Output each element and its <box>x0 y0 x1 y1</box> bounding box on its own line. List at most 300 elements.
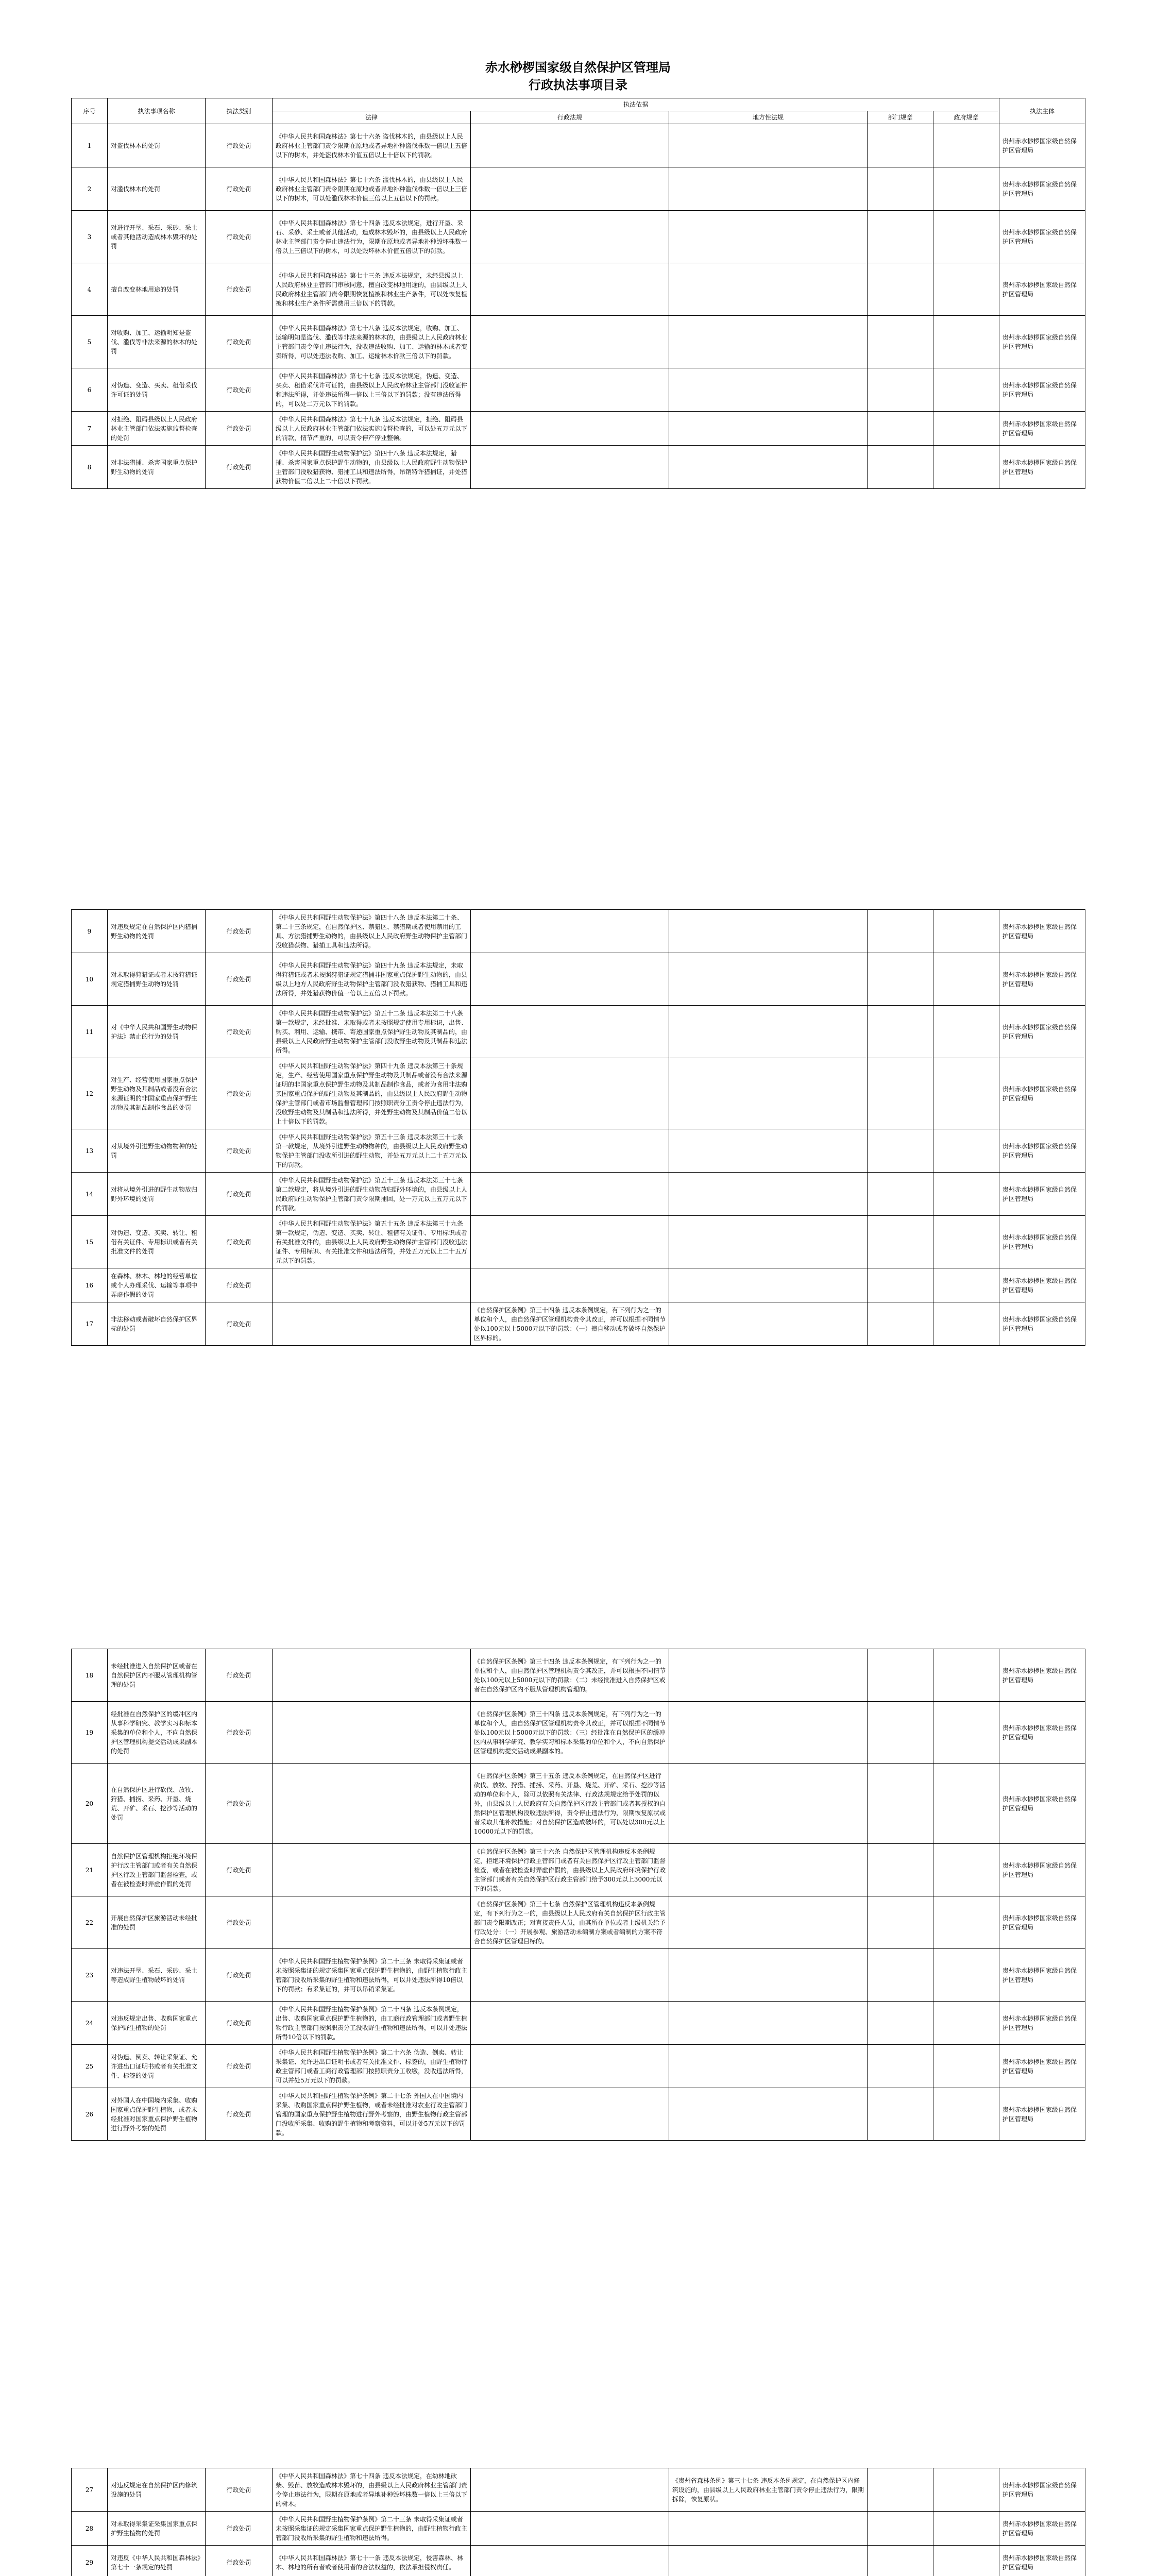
row-subject: 贵州赤水桫椤国家级自然保护区管理局 <box>999 1216 1085 1268</box>
row-number: 29 <box>72 2546 108 2576</box>
row-basis-gov-rule <box>933 1058 999 1129</box>
row-basis-local-reg <box>669 2002 868 2045</box>
row-number: 27 <box>72 2468 108 2512</box>
row-basis-admin-reg <box>471 316 669 368</box>
row-basis-dept-rule <box>868 1702 933 1764</box>
row-subject: 贵州赤水桫椤国家级自然保护区管理局 <box>999 167 1085 211</box>
row-subject: 贵州赤水桫椤国家级自然保护区管理局 <box>999 1702 1085 1764</box>
table-row <box>72 1129 1085 1173</box>
document-subtitle: 行政执法事项目录 <box>529 77 627 92</box>
row-basis-law: 《中华人民共和国野生动物保护法》第四十八条 违反本法规定，猎捕、杀害国家重点保护野生动物的，由县级以上人民政府野生动物保护主管部门没收猎获物、猎捕工具和违法所得，吊销特许猎捕证，并处猎获物价值二倍以上二十倍以下罚款。 <box>273 446 471 489</box>
row-number: 24 <box>72 2002 108 2045</box>
row-category: 行政处罚 <box>206 1896 273 1949</box>
row-basis-admin-reg <box>471 2512 669 2546</box>
row-basis-dept-rule <box>868 1302 933 1346</box>
table-row <box>72 1764 1085 1844</box>
row-basis-law <box>273 1764 471 1844</box>
row-subject: 贵州赤水桫椤国家级自然保护区管理局 <box>999 412 1085 446</box>
row-basis-local-reg <box>669 2512 868 2546</box>
row-basis-law: 《中华人民共和国森林法》第七十六条 滥伐林木的，由县级以上人民政府林业主管部门责令限期在原地或者异地补种滥伐株数一倍以上三倍以下的树木，可以处滥伐林木价值三倍以上五倍以下的罚款。 <box>273 167 471 211</box>
row-basis-law: 《中华人民共和国野生动物保护法》第五十三条 违反本法第三十七条第一款规定，从境外引进野生动物物种的，由县级以上人民政府野生动物保护主管部门没收所引进的野生动物，并处五万元以上二十五万元以下的罚款。 <box>273 1129 471 1173</box>
row-basis-gov-rule <box>933 263 999 316</box>
row-number: 18 <box>72 1649 108 1702</box>
row-basis-law: 《中华人民共和国森林法》第七十四条 违反本法规定，进行开垦、采石、采砂、采土或者其他活动，造成林木毁坏的，由县级以上人民政府林业主管部门责令停止违法行为，限期在原地或者异地补种毁坏株数一倍以上三倍以下的树木，可以处毁坏林木价值五倍以下的罚款。 <box>273 211 471 263</box>
row-subject: 贵州赤水桫椤国家级自然保护区管理局 <box>999 2468 1085 2512</box>
row-number: 15 <box>72 1216 108 1268</box>
row-basis-dept-rule <box>868 1949 933 2002</box>
row-basis-admin-reg <box>471 910 669 953</box>
table-row <box>72 2468 1085 2512</box>
row-basis-local-reg <box>669 1764 868 1844</box>
row-number: 13 <box>72 1129 108 1173</box>
row-category: 行政处罚 <box>206 910 273 953</box>
row-item-name: 对伪造、变造、买卖、租借采伐许可证的处罚 <box>108 368 206 412</box>
row-basis-dept-rule <box>868 1129 933 1173</box>
table-row <box>72 1302 1085 1346</box>
row-basis-law <box>273 1844 471 1896</box>
row-basis-admin-reg: 《自然保护区条例》第三十七条 自然保护区管理机构违反本条例规定，有下列行为之一的，由县级以上人民政府有关自然保护区行政主管部门责令限期改正；对直接责任人员，由其所在单位或者上级机关给予行政处分：（一）开展参观、旅游活动未编制方案或者编制的方案不符合自然保护区管理目标的。 <box>471 1896 669 1949</box>
row-basis-dept-rule <box>868 1268 933 1302</box>
row-basis-gov-rule <box>933 211 999 263</box>
row-item-name: 对《中华人民共和国野生动物保护法》禁止的行为的处罚 <box>108 1006 206 1058</box>
row-basis-local-reg <box>669 2546 868 2576</box>
table-row <box>72 2002 1085 2045</box>
row-basis-admin-reg <box>471 953 669 1006</box>
row-basis-admin-reg <box>471 368 669 412</box>
row-category: 行政处罚 <box>206 2088 273 2141</box>
row-basis-admin-reg: 《自然保护区条例》第三十四条 违反本条例规定，有下列行为之一的单位和个人，由自然保护区管理机构责令其改正，并可以根据不同情节处以100元以上5000元以下的罚款：（一）擅自移动或者破坏自然保护区界标的。 <box>471 1302 669 1346</box>
row-category: 行政处罚 <box>206 2002 273 2045</box>
table-row <box>72 1896 1085 1949</box>
row-item-name: 对从境外引进野生动物物种的处罚 <box>108 1129 206 1173</box>
row-basis-local-reg <box>669 1949 868 2002</box>
row-basis-local-reg <box>669 2045 868 2088</box>
row-basis-law <box>273 1896 471 1949</box>
row-basis-local-reg <box>669 1844 868 1896</box>
row-item-name: 在自然保护区进行砍伐、放牧、狩猎、捕捞、采药、开垦、烧荒、开矿、采石、挖沙等活动的处罚 <box>108 1764 206 1844</box>
table-row <box>72 1173 1085 1216</box>
row-basis-admin-reg <box>471 2002 669 2045</box>
row-subject: 贵州赤水桫椤国家级自然保护区管理局 <box>999 446 1085 489</box>
row-basis-law: 《中华人民共和国森林法》第七十七条 违反本法规定，伪造、变造、买卖、租借采伐许可证的，由县级以上人民政府林业主管部门没收证件和违法所得，并处违法所得一倍以上三倍以下的罚款；没有违法所得的，可以处二万元以下的罚款。 <box>273 368 471 412</box>
row-basis-local-reg <box>669 1216 868 1268</box>
row-basis-gov-rule <box>933 316 999 368</box>
row-basis-admin-reg <box>471 1216 669 1268</box>
row-basis-local-reg <box>669 1649 868 1702</box>
row-basis-law: 《中华人民共和国森林法》第七十四条 违反本法规定，在幼林地砍柴、毁苗、放牧造成林木毁坏的，由县级以上人民政府林业主管部门责令停止违法行为，限期在原地或者异地补种毁坏株数一倍以上三倍以下的树木。 <box>273 2468 471 2512</box>
row-basis-law: 《中华人民共和国野生动物保护法》第四十八条 违反本法第二十条、第二十三条规定，在自然保护区、禁猎区、禁猎期或者使用禁用的工具、方法猎捕野生动物的，由县级以上人民政府野生动物保护主管部门没收猎获物、猎捕工具和违法所得。 <box>273 910 471 953</box>
row-category: 行政处罚 <box>206 1702 273 1764</box>
row-basis-gov-rule <box>933 2088 999 2141</box>
row-basis-admin-reg <box>471 1268 669 1302</box>
row-number: 26 <box>72 2088 108 2141</box>
row-basis-law <box>273 1649 471 1702</box>
row-basis-dept-rule <box>868 263 933 316</box>
row-basis-gov-rule <box>933 2468 999 2512</box>
row-item-name: 对生产、经营使用国家重点保护野生动物及其制品或者没有合法来源证明的非国家重点保护野生动物及其制品制作食品的处罚 <box>108 1058 206 1129</box>
row-basis-admin-reg <box>471 124 669 167</box>
table-row <box>72 1702 1085 1764</box>
header-category: 执法类别 <box>206 98 273 124</box>
row-number: 14 <box>72 1173 108 1216</box>
row-basis-admin-reg <box>471 1949 669 2002</box>
row-number: 17 <box>72 1302 108 1346</box>
row-basis-gov-rule <box>933 1129 999 1173</box>
header-admin-reg: 行政法规 <box>471 111 669 124</box>
row-item-name: 对伪造、变造、买卖、转让、租借有关证件、专用标识或者有关批准文件的处罚 <box>108 1216 206 1268</box>
row-item-name: 在森林、林木、林地的经营单位或个人办理采伐、运输等事项中弄虚作假的处罚 <box>108 1268 206 1302</box>
row-category: 行政处罚 <box>206 1302 273 1346</box>
row-basis-gov-rule <box>933 2512 999 2546</box>
row-basis-gov-rule <box>933 1268 999 1302</box>
row-basis-dept-rule <box>868 2546 933 2576</box>
row-basis-law: 《中华人民共和国野生动物保护法》第四十九条 违反本法规定，未取得狩猎证或者未按照狩猎证规定猎捕非国家重点保护野生动物的，由县级以上地方人民政府野生动物保护主管部门没收猎获物、猎捕工具和违法所得，并处猎获物价值一倍以上五倍以下罚款。 <box>273 953 471 1006</box>
row-basis-gov-rule <box>933 910 999 953</box>
row-category: 行政处罚 <box>206 368 273 412</box>
header-index: 序号 <box>72 98 108 124</box>
row-category: 行政处罚 <box>206 1649 273 1702</box>
row-item-name: 对违反规定出售、收购国家重点保护野生植物的处罚 <box>108 2002 206 2045</box>
row-item-name: 非法移动或者破坏自然保护区界标的处罚 <box>108 1302 206 1346</box>
row-item-name: 自然保护区管理机构拒绝环境保护行政主管部门或者有关自然保护区行政主管部门监督检查，或者在被检查时弄虚作假的处罚 <box>108 1844 206 1896</box>
row-category: 行政处罚 <box>206 412 273 446</box>
row-basis-dept-rule <box>868 2045 933 2088</box>
row-basis-law: 《中华人民共和国野生植物保护条例》第二十四条 违反本条例规定，出售、收购国家重点保护野生植物的，由工商行政管理部门或者野生植物行政主管部门按照职责分工没收野生植物和违法所得，可以并处违法所得10倍以下的罚款。 <box>273 2002 471 2045</box>
header-basis-group: 执法依据 <box>273 98 999 111</box>
row-item-name: 擅自改变林地用途的处罚 <box>108 263 206 316</box>
row-number: 9 <box>72 910 108 953</box>
row-category: 行政处罚 <box>206 953 273 1006</box>
table-row <box>72 124 1085 167</box>
row-number: 22 <box>72 1896 108 1949</box>
row-basis-local-reg <box>669 910 868 953</box>
table-row <box>72 368 1085 412</box>
row-basis-gov-rule <box>933 1216 999 1268</box>
row-number: 8 <box>72 446 108 489</box>
row-basis-admin-reg <box>471 2468 669 2512</box>
row-category: 行政处罚 <box>206 2512 273 2546</box>
row-basis-local-reg <box>669 1268 868 1302</box>
table-row <box>72 2088 1085 2141</box>
row-basis-local-reg <box>669 953 868 1006</box>
header-gov-rule: 政府规章 <box>933 111 999 124</box>
row-subject: 贵州赤水桫椤国家级自然保护区管理局 <box>999 263 1085 316</box>
row-basis-gov-rule <box>933 446 999 489</box>
row-basis-law: 《中华人民共和国野生植物保护条例》第二十三条 未取得采集证或者未按照采集证的规定采集国家重点保护野生植物的，由野生植物行政主管部门没收所采集的野生植物和违法所得。 <box>273 2512 471 2546</box>
row-basis-law: 《中华人民共和国野生动物保护法》第五十三条 违反本法第三十七条第二款规定，将从境外引进的野生动物放归野外环境的，由县级以上人民政府野生动物保护主管部门责令限期捕回，处一万元以上五万元以下的罚款。 <box>273 1173 471 1216</box>
row-basis-admin-reg <box>471 1129 669 1173</box>
row-basis-admin-reg: 《自然保护区条例》第三十五条 违反本条例规定，在自然保护区进行砍伐、放牧、狩猎、捕捞、采药、开垦、烧荒、开矿、采石、挖沙等活动的单位和个人，除可以依照有关法律、行政法规规定给予处罚的以外，由县级以上人民政府有关自然保护区行政主管部门或者其授权的自然保护区管理机构没收违法所得，责令停止违法行为，限期恢复原状或者采取其他补救措施；对自然保护区造成破坏的，可以处以300元以上10000元以下的罚款。 <box>471 1764 669 1844</box>
row-basis-gov-rule <box>933 1949 999 2002</box>
row-subject: 贵州赤水桫椤国家级自然保护区管理局 <box>999 953 1085 1006</box>
table-row <box>72 316 1085 368</box>
row-item-name: 对收购、加工、运输明知是盗伐、滥伐等非法来源的林木的处罚 <box>108 316 206 368</box>
row-subject: 贵州赤水桫椤国家级自然保护区管理局 <box>999 1173 1085 1216</box>
row-number: 11 <box>72 1006 108 1058</box>
row-basis-dept-rule <box>868 2512 933 2546</box>
row-basis-dept-rule <box>868 412 933 446</box>
table-row <box>72 1268 1085 1302</box>
row-subject: 贵州赤水桫椤国家级自然保护区管理局 <box>999 1129 1085 1173</box>
row-basis-law: 《中华人民共和国森林法》第七十三条 违反本法规定，未经县级以上人民政府林业主管部门审核同意，擅自改变林地用途的，由县级以上人民政府林业主管部门责令限期恢复植被和林业生产条件，可以处恢复植被和林业生产条件所需费用三倍以下的罚款。 <box>273 263 471 316</box>
row-basis-gov-rule <box>933 2002 999 2045</box>
row-basis-law: 《中华人民共和国野生动物保护法》第四十九条 违反本法第三十条规定，生产、经营使用国家重点保护野生动物及其制品或者没有合法来源证明的非国家重点保护野生动物及其制品制作食品，或者为食用非法购买国家重点保护的野生动物及其制品的，由县级以上人民政府野生动物保护主管部门或者市场监督管理部门按照职责分工责令停止违法行为，没收野生动物及其制品和违法所得，并处野生动物及其制品价值二倍以上十倍以下的罚款。 <box>273 1058 471 1129</box>
enforcement-table-part-2 <box>71 909 1085 1346</box>
row-basis-law: 《中华人民共和国森林法》第七十九条 违反本法规定，拒绝、阻碍县级以上人民政府林业主管部门依法实施监督检查的，可以处五万元以下的罚款，情节严重的，可以责令停产停业整顿。 <box>273 412 471 446</box>
row-subject: 贵州赤水桫椤国家级自然保护区管理局 <box>999 1006 1085 1058</box>
row-subject: 贵州赤水桫椤国家级自然保护区管理局 <box>999 2546 1085 2576</box>
row-basis-local-reg <box>669 1896 868 1949</box>
row-basis-gov-rule <box>933 1006 999 1058</box>
row-basis-dept-rule <box>868 1006 933 1058</box>
row-category: 行政处罚 <box>206 1949 273 2002</box>
header-item: 执法事项名称 <box>108 98 206 124</box>
row-category: 行政处罚 <box>206 446 273 489</box>
header-dept-rule: 部门规章 <box>868 111 933 124</box>
row-item-name: 对未取得狩猎证或者未按狩猎证规定猎捕野生动物的处罚 <box>108 953 206 1006</box>
row-number: 2 <box>72 167 108 211</box>
row-basis-admin-reg <box>471 211 669 263</box>
table-row <box>72 1216 1085 1268</box>
table-row <box>72 953 1085 1006</box>
row-basis-admin-reg: 《自然保护区条例》第三十四条 违反本条例规定，有下列行为之一的单位和个人，由自然保护区管理机构责令其改正，并可以根据不同情节处以100元以上5000元以下的罚款：（二）未经批准进入自然保护区或者在自然保护区内不服从管理机构管理的。 <box>471 1649 669 1702</box>
table-row <box>72 167 1085 211</box>
table-row <box>72 2546 1085 2576</box>
row-basis-law: 《中华人民共和国野生植物保护条例》第二十三条 未取得采集证或者未按照采集证的规定采集国家重点保护野生植物的，由野生植物行政主管部门没收所采集的野生植物和违法所得，可以并处违法所得10倍以下的罚款；有采集证的，并可以吊销采集证。 <box>273 1949 471 2002</box>
row-basis-local-reg <box>669 1302 868 1346</box>
row-basis-local-reg <box>669 1058 868 1129</box>
row-category: 行政处罚 <box>206 2468 273 2512</box>
row-number: 4 <box>72 263 108 316</box>
document-title: 赤水桫椤国家级自然保护区管理局 <box>485 60 671 75</box>
row-basis-local-reg <box>669 368 868 412</box>
row-basis-dept-rule <box>868 316 933 368</box>
row-subject: 贵州赤水桫椤国家级自然保护区管理局 <box>999 368 1085 412</box>
row-basis-local-reg <box>669 446 868 489</box>
row-basis-admin-reg <box>471 2546 669 2576</box>
table-row <box>72 412 1085 446</box>
table-row <box>72 910 1085 953</box>
row-subject: 贵州赤水桫椤国家级自然保护区管理局 <box>999 2512 1085 2546</box>
row-basis-local-reg <box>669 2088 868 2141</box>
row-basis-dept-rule <box>868 953 933 1006</box>
row-basis-gov-rule <box>933 1764 999 1844</box>
row-basis-law: 《中华人民共和国森林法》第七十一条 违反本法规定，侵害森林、林木、林地的所有者或者使用者的合法权益的，依法承担侵权责任。 <box>273 2546 471 2576</box>
row-basis-gov-rule <box>933 1844 999 1896</box>
row-basis-admin-reg <box>471 412 669 446</box>
row-item-name: 开展自然保护区旅游活动未经批准的处罚 <box>108 1896 206 1949</box>
table-row <box>72 211 1085 263</box>
row-basis-dept-rule <box>868 1649 933 1702</box>
row-basis-admin-reg <box>471 2088 669 2141</box>
row-subject: 贵州赤水桫椤国家级自然保护区管理局 <box>999 1649 1085 1702</box>
row-item-name: 对非法猎捕、杀害国家重点保护野生动物的处罚 <box>108 446 206 489</box>
row-basis-admin-reg: 《自然保护区条例》第三十四条 违反本条例规定，有下列行为之一的单位和个人，由自然保护区管理机构责令其改正，并可以根据不同情节处以100元以上5000元以下的罚款：（三）经批准在自然保护区的缓冲区内从事科学研究、教学实习和标本采集的单位和个人，不向自然保护区管理机构提交活动成果副本的。 <box>471 1702 669 1764</box>
row-number: 20 <box>72 1764 108 1844</box>
table-row <box>72 1844 1085 1896</box>
header-subject: 执法主体 <box>999 98 1085 124</box>
table-row <box>72 2512 1085 2546</box>
row-basis-local-reg <box>669 412 868 446</box>
row-category: 行政处罚 <box>206 1058 273 1129</box>
row-number: 21 <box>72 1844 108 1896</box>
row-item-name: 经批准在自然保护区的缓冲区内从事科学研究、教学实习和标本采集的单位和个人，不向自然保护区管理机构提交活动成果副本的处罚 <box>108 1702 206 1764</box>
row-number: 6 <box>72 368 108 412</box>
row-basis-dept-rule <box>868 910 933 953</box>
row-basis-gov-rule <box>933 2546 999 2576</box>
row-basis-local-reg: 《贵州省森林条例》第三十七条 违反本条例规定，在自然保护区内修筑设施的，由县级以上人民政府林业主管部门责令停止违法行为，限期拆除，恢复原状。 <box>669 2468 868 2512</box>
row-item-name: 对违反《中华人民共和国森林法》第七十一条规定的处罚 <box>108 2546 206 2576</box>
row-basis-gov-rule <box>933 1649 999 1702</box>
row-item-name: 对违法开垦、采石、采砂、采土等造成野生植物破坏的处罚 <box>108 1949 206 2002</box>
row-number: 1 <box>72 124 108 167</box>
row-basis-dept-rule <box>868 1844 933 1896</box>
row-basis-dept-rule <box>868 1764 933 1844</box>
row-category: 行政处罚 <box>206 316 273 368</box>
row-basis-law: 《中华人民共和国森林法》第七十八条 违反本法规定，收购、加工、运输明知是盗伐、滥伐等非法来源的林木的，由县级以上人民政府林业主管部门责令停止违法行为，没收违法收购、加工、运输的林木或者变卖所得，可以处违法收购、加工、运输林木价款三倍以下的罚款。 <box>273 316 471 368</box>
row-subject: 贵州赤水桫椤国家级自然保护区管理局 <box>999 2045 1085 2088</box>
row-category: 行政处罚 <box>206 211 273 263</box>
row-item-name: 对进行开垦、采石、采砂、采土或者其他活动造成林木毁坏的处罚 <box>108 211 206 263</box>
row-basis-law: 《中华人民共和国森林法》第七十六条 盗伐林木的，由县级以上人民政府林业主管部门责令限期在原地或者异地补种盗伐株数一倍以上五倍以下的树木，并处盗伐林木价值五倍以上十倍以下的罚款。 <box>273 124 471 167</box>
row-number: 16 <box>72 1268 108 1302</box>
row-basis-dept-rule <box>868 1173 933 1216</box>
row-item-name: 对将从境外引进的野生动物放归野外环境的处罚 <box>108 1173 206 1216</box>
row-category: 行政处罚 <box>206 1129 273 1173</box>
enforcement-table-part-1 <box>71 98 1085 489</box>
row-category: 行政处罚 <box>206 1268 273 1302</box>
row-basis-gov-rule <box>933 953 999 1006</box>
row-basis-law <box>273 1268 471 1302</box>
row-basis-dept-rule <box>868 2468 933 2512</box>
row-item-name: 对滥伐林木的处罚 <box>108 167 206 211</box>
row-basis-local-reg <box>669 1173 868 1216</box>
row-basis-dept-rule <box>868 1216 933 1268</box>
row-basis-admin-reg <box>471 2045 669 2088</box>
row-category: 行政处罚 <box>206 2546 273 2576</box>
row-subject: 贵州赤水桫椤国家级自然保护区管理局 <box>999 2002 1085 2045</box>
row-number: 7 <box>72 412 108 446</box>
table-row <box>72 263 1085 316</box>
row-number: 10 <box>72 953 108 1006</box>
row-category: 行政处罚 <box>206 1216 273 1268</box>
row-basis-local-reg <box>669 211 868 263</box>
row-basis-admin-reg <box>471 167 669 211</box>
row-basis-gov-rule <box>933 167 999 211</box>
row-item-name: 对未取得采集证采集国家重点保护野生植物的处罚 <box>108 2512 206 2546</box>
row-basis-gov-rule <box>933 412 999 446</box>
row-basis-dept-rule <box>868 211 933 263</box>
row-item-name: 对违反规定在自然保护区内修筑设施的处罚 <box>108 2468 206 2512</box>
row-item-name: 对拒绝、阻碍县级以上人民政府林业主管部门依法实施监督检查的处罚 <box>108 412 206 446</box>
row-subject: 贵州赤水桫椤国家级自然保护区管理局 <box>999 124 1085 167</box>
header-local-reg: 地方性法规 <box>669 111 868 124</box>
row-subject: 贵州赤水桫椤国家级自然保护区管理局 <box>999 1268 1085 1302</box>
row-category: 行政处罚 <box>206 2045 273 2088</box>
row-basis-law <box>273 1702 471 1764</box>
row-basis-gov-rule <box>933 368 999 412</box>
row-number: 19 <box>72 1702 108 1764</box>
row-basis-admin-reg <box>471 446 669 489</box>
row-basis-admin-reg <box>471 263 669 316</box>
row-category: 行政处罚 <box>206 124 273 167</box>
row-basis-gov-rule <box>933 1702 999 1764</box>
table-row <box>72 2045 1085 2088</box>
row-number: 5 <box>72 316 108 368</box>
row-basis-law: 《中华人民共和国野生动物保护法》第五十二条 违反本法第二十八条第一款规定，未经批准、未取得或者未按照规定使用专用标识，出售、购买、利用、运输、携带、寄递国家重点保护野生动物及其制品的，由县级以上人民政府野生动物保护主管部门没收野生动物及其制品和违法所得。 <box>273 1006 471 1058</box>
row-basis-local-reg <box>669 316 868 368</box>
row-category: 行政处罚 <box>206 167 273 211</box>
row-number: 28 <box>72 2512 108 2546</box>
table-row <box>72 1649 1085 1702</box>
row-category: 行政处罚 <box>206 1844 273 1896</box>
row-number: 3 <box>72 211 108 263</box>
row-basis-local-reg <box>669 1129 868 1173</box>
row-basis-gov-rule <box>933 1302 999 1346</box>
row-basis-local-reg <box>669 1702 868 1764</box>
row-subject: 贵州赤水桫椤国家级自然保护区管理局 <box>999 910 1085 953</box>
row-number: 25 <box>72 2045 108 2088</box>
row-subject: 贵州赤水桫椤国家级自然保护区管理局 <box>999 1302 1085 1346</box>
table-row <box>72 446 1085 489</box>
row-basis-admin-reg: 《自然保护区条例》第三十六条 自然保护区管理机构违反本条例规定，拒绝环境保护行政主管部门或者有关自然保护区行政主管部门监督检查，或者在被检查时弄虚作假的，由县级以上人民政府环境保护行政主管部门或者有关自然保护区行政主管部门给予300元以上3000元以下的罚款。 <box>471 1844 669 1896</box>
row-basis-dept-rule <box>868 446 933 489</box>
row-basis-local-reg <box>669 124 868 167</box>
row-basis-gov-rule <box>933 124 999 167</box>
row-item-name: 对外国人在中国境内采集、收购国家重点保护野生植物，或者未经批准对国家重点保护野生植物进行野外考察的处罚 <box>108 2088 206 2141</box>
row-basis-local-reg <box>669 167 868 211</box>
enforcement-table-part-4 <box>71 2468 1085 2576</box>
row-basis-local-reg <box>669 1006 868 1058</box>
row-basis-law: 《中华人民共和国野生动物保护法》第五十五条 违反本法第三十九条第一款规定，伪造、变造、买卖、转让、租借有关证件、专用标识或者有关批准文件的，由县级以上人民政府野生动物保护主管部门没收违法证件、专用标识、有关批准文件和违法所得，并处五万元以上二十五万元以下的罚款。 <box>273 1216 471 1268</box>
row-category: 行政处罚 <box>206 263 273 316</box>
row-basis-admin-reg <box>471 1173 669 1216</box>
row-basis-dept-rule <box>868 124 933 167</box>
row-basis-local-reg <box>669 263 868 316</box>
row-basis-dept-rule <box>868 1896 933 1949</box>
row-subject: 贵州赤水桫椤国家级自然保护区管理局 <box>999 1058 1085 1129</box>
row-basis-law: 《中华人民共和国野生植物保护条例》第二十六条 伪造、倒卖、转让采集证、允许进出口证明书或者有关批准文件、标签的，由野生植物行政主管部门或者工商行政管理部门按照职责分工收缴，没收违法所得，可以并处5万元以下的罚款。 <box>273 2045 471 2088</box>
row-item-name: 对伪造、倒卖、转让采集证、允许进出口证明书或者有关批准文件、标签的处罚 <box>108 2045 206 2088</box>
row-number: 12 <box>72 1058 108 1129</box>
row-basis-admin-reg <box>471 1058 669 1129</box>
row-subject: 贵州赤水桫椤国家级自然保护区管理局 <box>999 1764 1085 1844</box>
row-item-name: 未经批准进入自然保护区或者在自然保护区内不服从管理机构管理的处罚 <box>108 1649 206 1702</box>
row-category: 行政处罚 <box>206 1764 273 1844</box>
row-subject: 贵州赤水桫椤国家级自然保护区管理局 <box>999 316 1085 368</box>
row-basis-gov-rule <box>933 1173 999 1216</box>
row-basis-admin-reg <box>471 1006 669 1058</box>
row-number: 23 <box>72 1949 108 2002</box>
table-row <box>72 1949 1085 2002</box>
row-item-name: 对盗伐林木的处罚 <box>108 124 206 167</box>
row-basis-gov-rule <box>933 1896 999 1949</box>
row-subject: 贵州赤水桫椤国家级自然保护区管理局 <box>999 1844 1085 1896</box>
row-basis-dept-rule <box>868 167 933 211</box>
table-row <box>72 1006 1085 1058</box>
row-category: 行政处罚 <box>206 1173 273 1216</box>
row-subject: 贵州赤水桫椤国家级自然保护区管理局 <box>999 2088 1085 2141</box>
enforcement-table-part-3 <box>71 1649 1085 2141</box>
table-row <box>72 1058 1085 1129</box>
row-basis-dept-rule <box>868 1058 933 1129</box>
row-basis-gov-rule <box>933 2045 999 2088</box>
row-basis-law <box>273 1302 471 1346</box>
row-basis-dept-rule <box>868 2088 933 2141</box>
header-law: 法律 <box>273 111 471 124</box>
row-item-name: 对违反规定在自然保护区内猎捕野生动物的处罚 <box>108 910 206 953</box>
row-subject: 贵州赤水桫椤国家级自然保护区管理局 <box>999 1896 1085 1949</box>
